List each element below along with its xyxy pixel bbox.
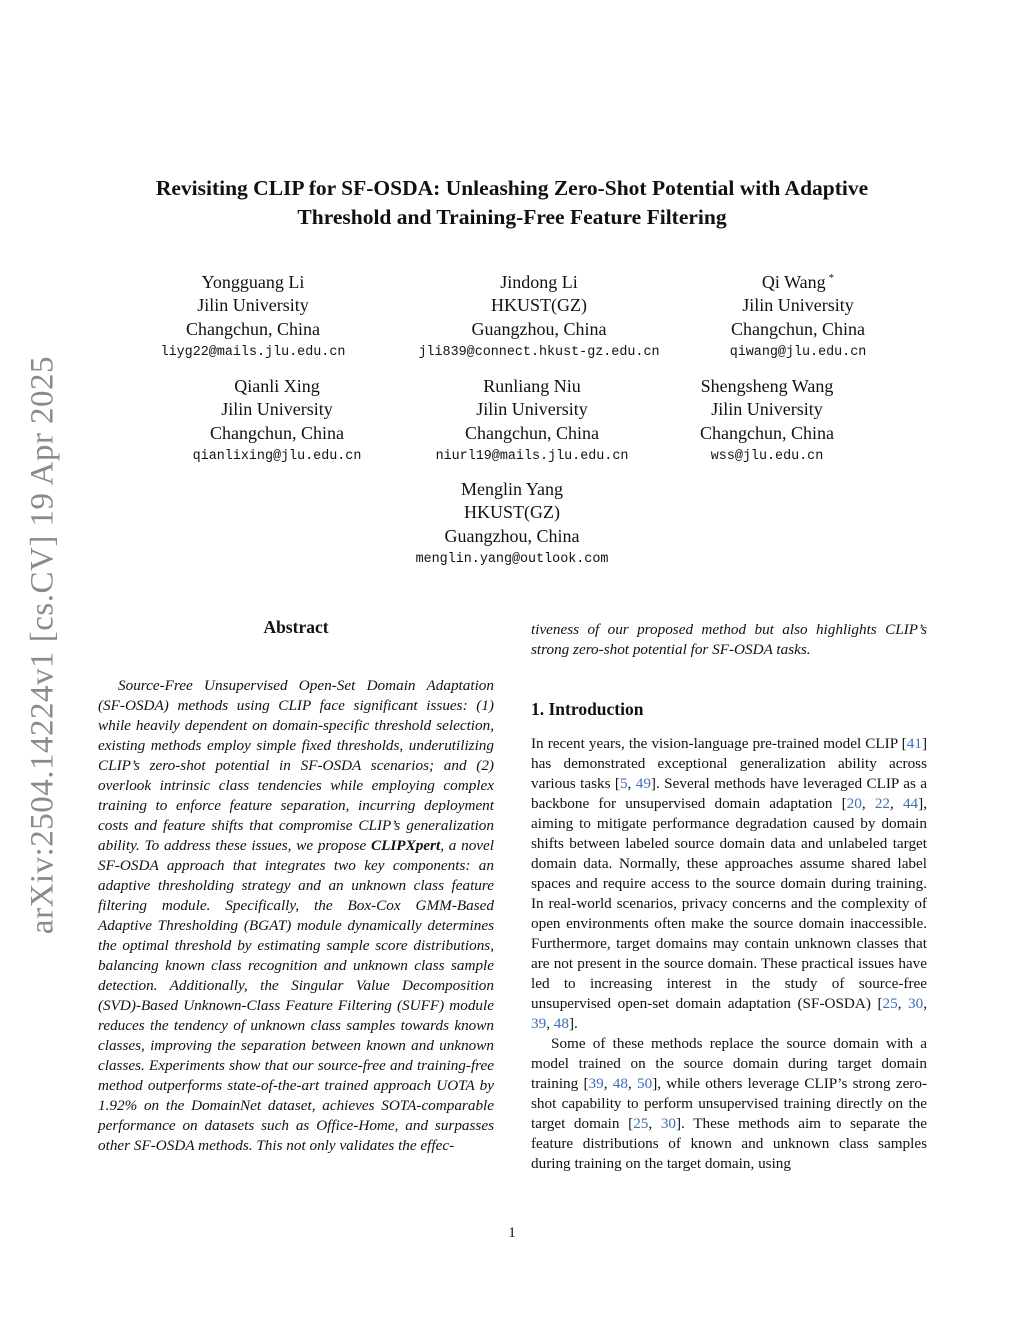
paragraph-text: , [897,995,909,1012]
abstract-text-continuation: tiveness of our proposed method but also highlights CLIP’s strong zero-shot potential for SF-OSDA tasks. [531,621,927,658]
page-number: 1 [508,1225,516,1241]
author-block [617,375,917,466]
paragraph-text: , [648,1115,661,1132]
author-location: Changchun, China [186,318,320,339]
paragraph-text: , [923,995,927,1012]
author-email[interactable]: niurl19@mails.jlu.edu.cn [435,449,629,465]
author-email[interactable]: liyg22@mails.jlu.edu.cn [160,345,346,361]
paragraph-text: ], aiming to mitigate performance degradation caused by domain shifts between labeled source domain data and unlabeled target domain data. Normally, these approaches assume shared label spaces and require access to the source domain during training. In real-world scenarios, privacy concerns and the complexity of open environments often make the source domain inaccessible. Furthermore, target domains may contain unknown classes that are not present in the source domain. These practical issues have led to increasing interest in the study of source-free unsupervised open-set domain adaptation (SF-OSDA) [ [531,795,927,1012]
paragraph-text: , [627,1075,638,1092]
title-line-2: Threshold and Training-Free Feature Filtering [297,205,727,229]
corresponding-author-mark: * [828,272,835,284]
abstract-text [98,676,494,1156]
paper-title [96,174,928,232]
method-name: CLIPXpert [370,837,441,854]
paragraph-text: ], while others leverage CLIP’s strong zero-shot capability to perform unsupervised training directly on the target domain [ [531,1075,928,1132]
author-name: Menglin Yang [460,479,563,499]
author-name: Qianli Xing [234,376,320,396]
author-affiliation: HKUST(GZ) [464,502,560,523]
paragraph-text: ] has demonstrated exceptional generalization ability across various tasks [ [531,735,927,792]
author-name: Jindong Li [500,272,578,292]
citation-link[interactable]: 20 [846,795,862,812]
author-location: Changchun, China [210,422,344,443]
paragraph-text: , [861,795,875,812]
author-location: Changchun, China [731,318,865,339]
author-affiliation: Jilin University [742,295,854,316]
author-affiliation: Jilin University [221,399,333,420]
author-location: Changchun, China [465,422,599,443]
abstract-text-part-2: , a novel SF-OSDA approach that integrates two key components: an adaptive thresholding strategy and an unknown class feature filtering module. Specifically, the Box-Cox GMM-Based Adaptive Thresholding (BGAT) module dynamically determines the optimal threshold by estimating sample score distributions, balancing known class recognition and unknown class sample detection. Additionally, the Singular Value Decomposition (SVD)-Based Unknown-Class Feature Filtering (SUFF) module reduces the tendency of unknown class samples towards known classes, improving the separation between known and unknown classes. Experiments show that our source-free and training-free method outperforms state-of-the-art trained approach UOTA by 1.92% on the DomainNet dataset, achieves SOTA-comparable performance on datasets such as Office-Home, and surpasses other SF-OSDA methods. This not only validates the effec- [98,837,494,1154]
author-block [648,271,948,362]
paragraph-text: , [627,775,636,792]
author-name: Runliang Niu [483,376,581,396]
citation-link[interactable]: 44 [902,795,919,812]
author-email[interactable]: wss@jlu.edu.cn [710,449,824,465]
citation-link[interactable]: 49 [635,775,651,792]
citation-link[interactable]: 48 [612,1075,628,1092]
paragraph-text: In recent years, the vision-language pre-trained model CLIP [ [531,735,907,752]
author-location: Changchun, China [700,422,834,443]
author-name: Qi Wang [761,272,826,292]
citation-link[interactable]: 25 [633,1115,649,1132]
author-name-row [648,271,948,294]
citation-link[interactable]: 30 [908,995,924,1012]
citation-link[interactable]: 50 [637,1075,653,1092]
abstract-heading: Abstract [263,617,329,637]
author-location: Guangzhou, China [444,525,580,546]
introduction-heading: 1. Introduction [531,699,644,719]
author-location: Guangzhou, China [471,318,607,339]
arxiv-stamp [20,340,66,950]
citation-link[interactable]: 41 [906,735,922,752]
paragraph-text: , [890,795,903,812]
author-name: Yongguang Li [201,272,305,292]
citation-link[interactable]: 25 [882,995,898,1012]
paragraph-text: ]. [568,1015,578,1032]
citation-link[interactable]: 30 [660,1115,676,1132]
introduction-paragraph-2 [531,1034,927,1174]
title-line-1: Revisiting CLIP for SF-OSDA: Unleashing Zero-Shot Potential with Adaptive [155,176,869,200]
author-email[interactable]: menglin.yang@outlook.com [415,552,609,568]
paragraph-text: Some of these methods replace the source domain with a model trained on the source domain during target domain training [ [531,1035,927,1092]
author-email[interactable]: qiwang@jlu.edu.cn [729,345,867,361]
author-email[interactable]: jli839@connect.hkust-gz.edu.cn [418,345,660,361]
introduction-paragraph-1 [531,734,927,1034]
author-email[interactable]: qianlixing@jlu.edu.cn [192,449,362,465]
paragraph-text: ]. Several methods have leveraged CLIP as a backbone for unsupervised domain adaptation [ [531,775,927,812]
citation-link[interactable]: 22 [874,795,890,812]
introduction-body [531,734,927,1174]
citation-link[interactable]: 48 [553,1015,569,1032]
paragraph-text: ]. These methods aim to separate the feature distributions of known and unknown class samples during training on the target domain, using [531,1115,927,1172]
paragraph-text: , [603,1075,613,1092]
author-block [103,271,403,362]
arxiv-stamp-text: arXiv:2504.14224v1 [cs.CV] 19 Apr 2025 [24,355,61,935]
abstract-text-part-1: Source-Free Unsupervised Open-Set Domain Adaptation (SF-OSDA) methods using CLIP face significant issues: (1) while heavily dependent on domain-specific threshold selection, existing methods employ simple fixed thresholds, underutilizing CLIP’s zero-shot potential in SF-OSDA scenarios; and (2) overlook intrinsic class tendencies while employing complex training to enforce feature separation, incurring deployment costs and feature shifts that compromise CLIP’s generalization ability. To address these issues, we propose [98,677,494,854]
author-affiliation: HKUST(GZ) [491,295,587,316]
author-affiliation: Jilin University [711,399,823,420]
citation-link[interactable]: 39 [588,1075,604,1092]
author-affiliation: Jilin University [197,295,309,316]
citation-link[interactable]: 5 [619,775,628,792]
citation-link[interactable]: 39 [531,1015,547,1032]
paragraph-text: , [546,1015,554,1032]
author-block [389,271,689,362]
author-block [362,478,662,569]
author-affiliation: Jilin University [476,399,588,420]
author-name: Shengsheng Wang [700,376,834,396]
